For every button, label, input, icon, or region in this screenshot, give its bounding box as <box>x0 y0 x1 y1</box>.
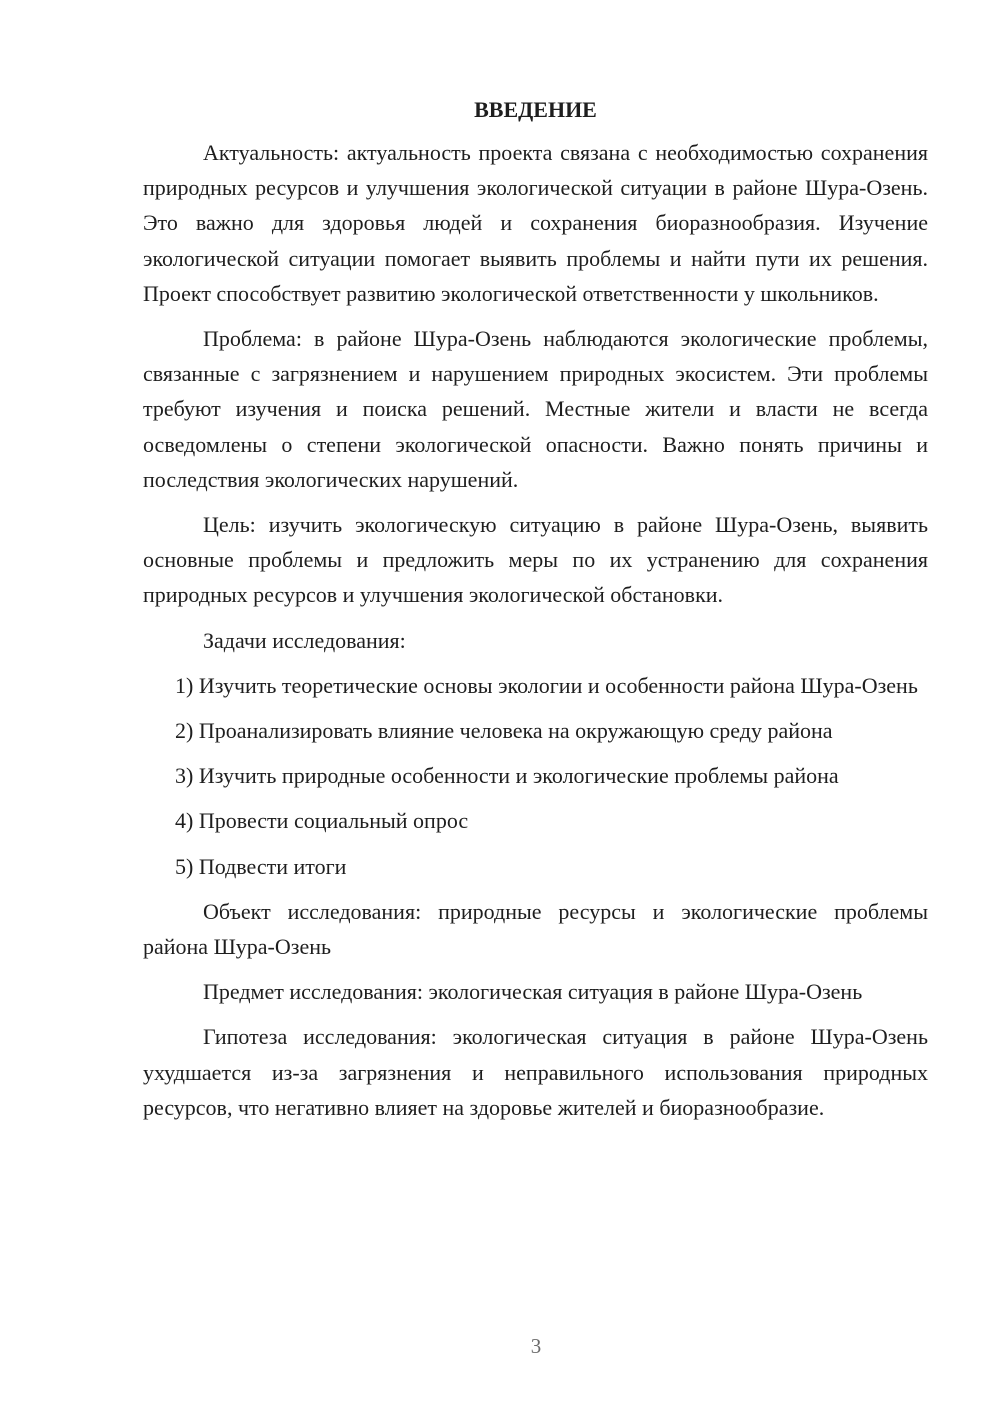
relevance-paragraph: Актуальность: актуальность проекта связана с необходимостью сохранения природных ресурсов и улучшения экологической ситуации в районе Шура-Озень. Это важно для здоровья людей и сохранения биоразнообразия. Изучение экологической ситуации помогает выявить проблемы и найти пути их решения. Проект способствует развитию экологической ответственности у школьников. <box>143 140 928 306</box>
problem-paragraph: Проблема: в районе Шура-Озень наблюдаются экологические проблемы, связанные с загрязнением и нарушением природных экосистем. Эти проблемы требуют изучения и поиска решений. Местные жители и власти не всегда осведомлены о степени экологической опасности. Важно понять причины и последствия экологических нарушений. <box>143 326 928 492</box>
list-item: 5) Подвести итоги <box>175 853 347 879</box>
tasks-heading: Задачи исследования: <box>203 627 406 653</box>
goal-paragraph: Цель: изучить экологическую ситуацию в районе Шура-Озень, выявить основные проблемы и предложить меры по их устранению для сохранения природных ресурсов и улучшения экологической обстановки. <box>143 512 928 608</box>
subject-paragraph: Предмет исследования: экологическая ситуация в районе Шура-Озень <box>203 979 863 1005</box>
page-number: 3 <box>530 1334 542 1358</box>
list-item: 4) Провести социальный опрос <box>175 808 469 834</box>
document-body <box>143 92 928 1125</box>
list-item: 2) Проанализировать влияние человека на окружающую среду района <box>175 718 833 744</box>
page-title: ВВЕДЕНИЕ <box>474 97 597 122</box>
object-paragraph: Объект исследования: природные ресурсы и экологические проблемы района Шура-Озень <box>143 898 928 960</box>
tasks-list <box>143 668 928 884</box>
list-item: 3) Изучить природные особенности и экологические проблемы района <box>175 763 839 789</box>
list-item: 1) Изучить теоретические основы экологии и особенности района Шура-Озень <box>175 672 918 698</box>
hypothesis-paragraph: Гипотеза исследования: экологическая ситуация в районе Шура-Озень ухудшается из-за загрязнения и неправильного использования природных ресурсов, что негативно влияет на здоровье жителей и биоразнообразие. <box>143 1024 928 1120</box>
